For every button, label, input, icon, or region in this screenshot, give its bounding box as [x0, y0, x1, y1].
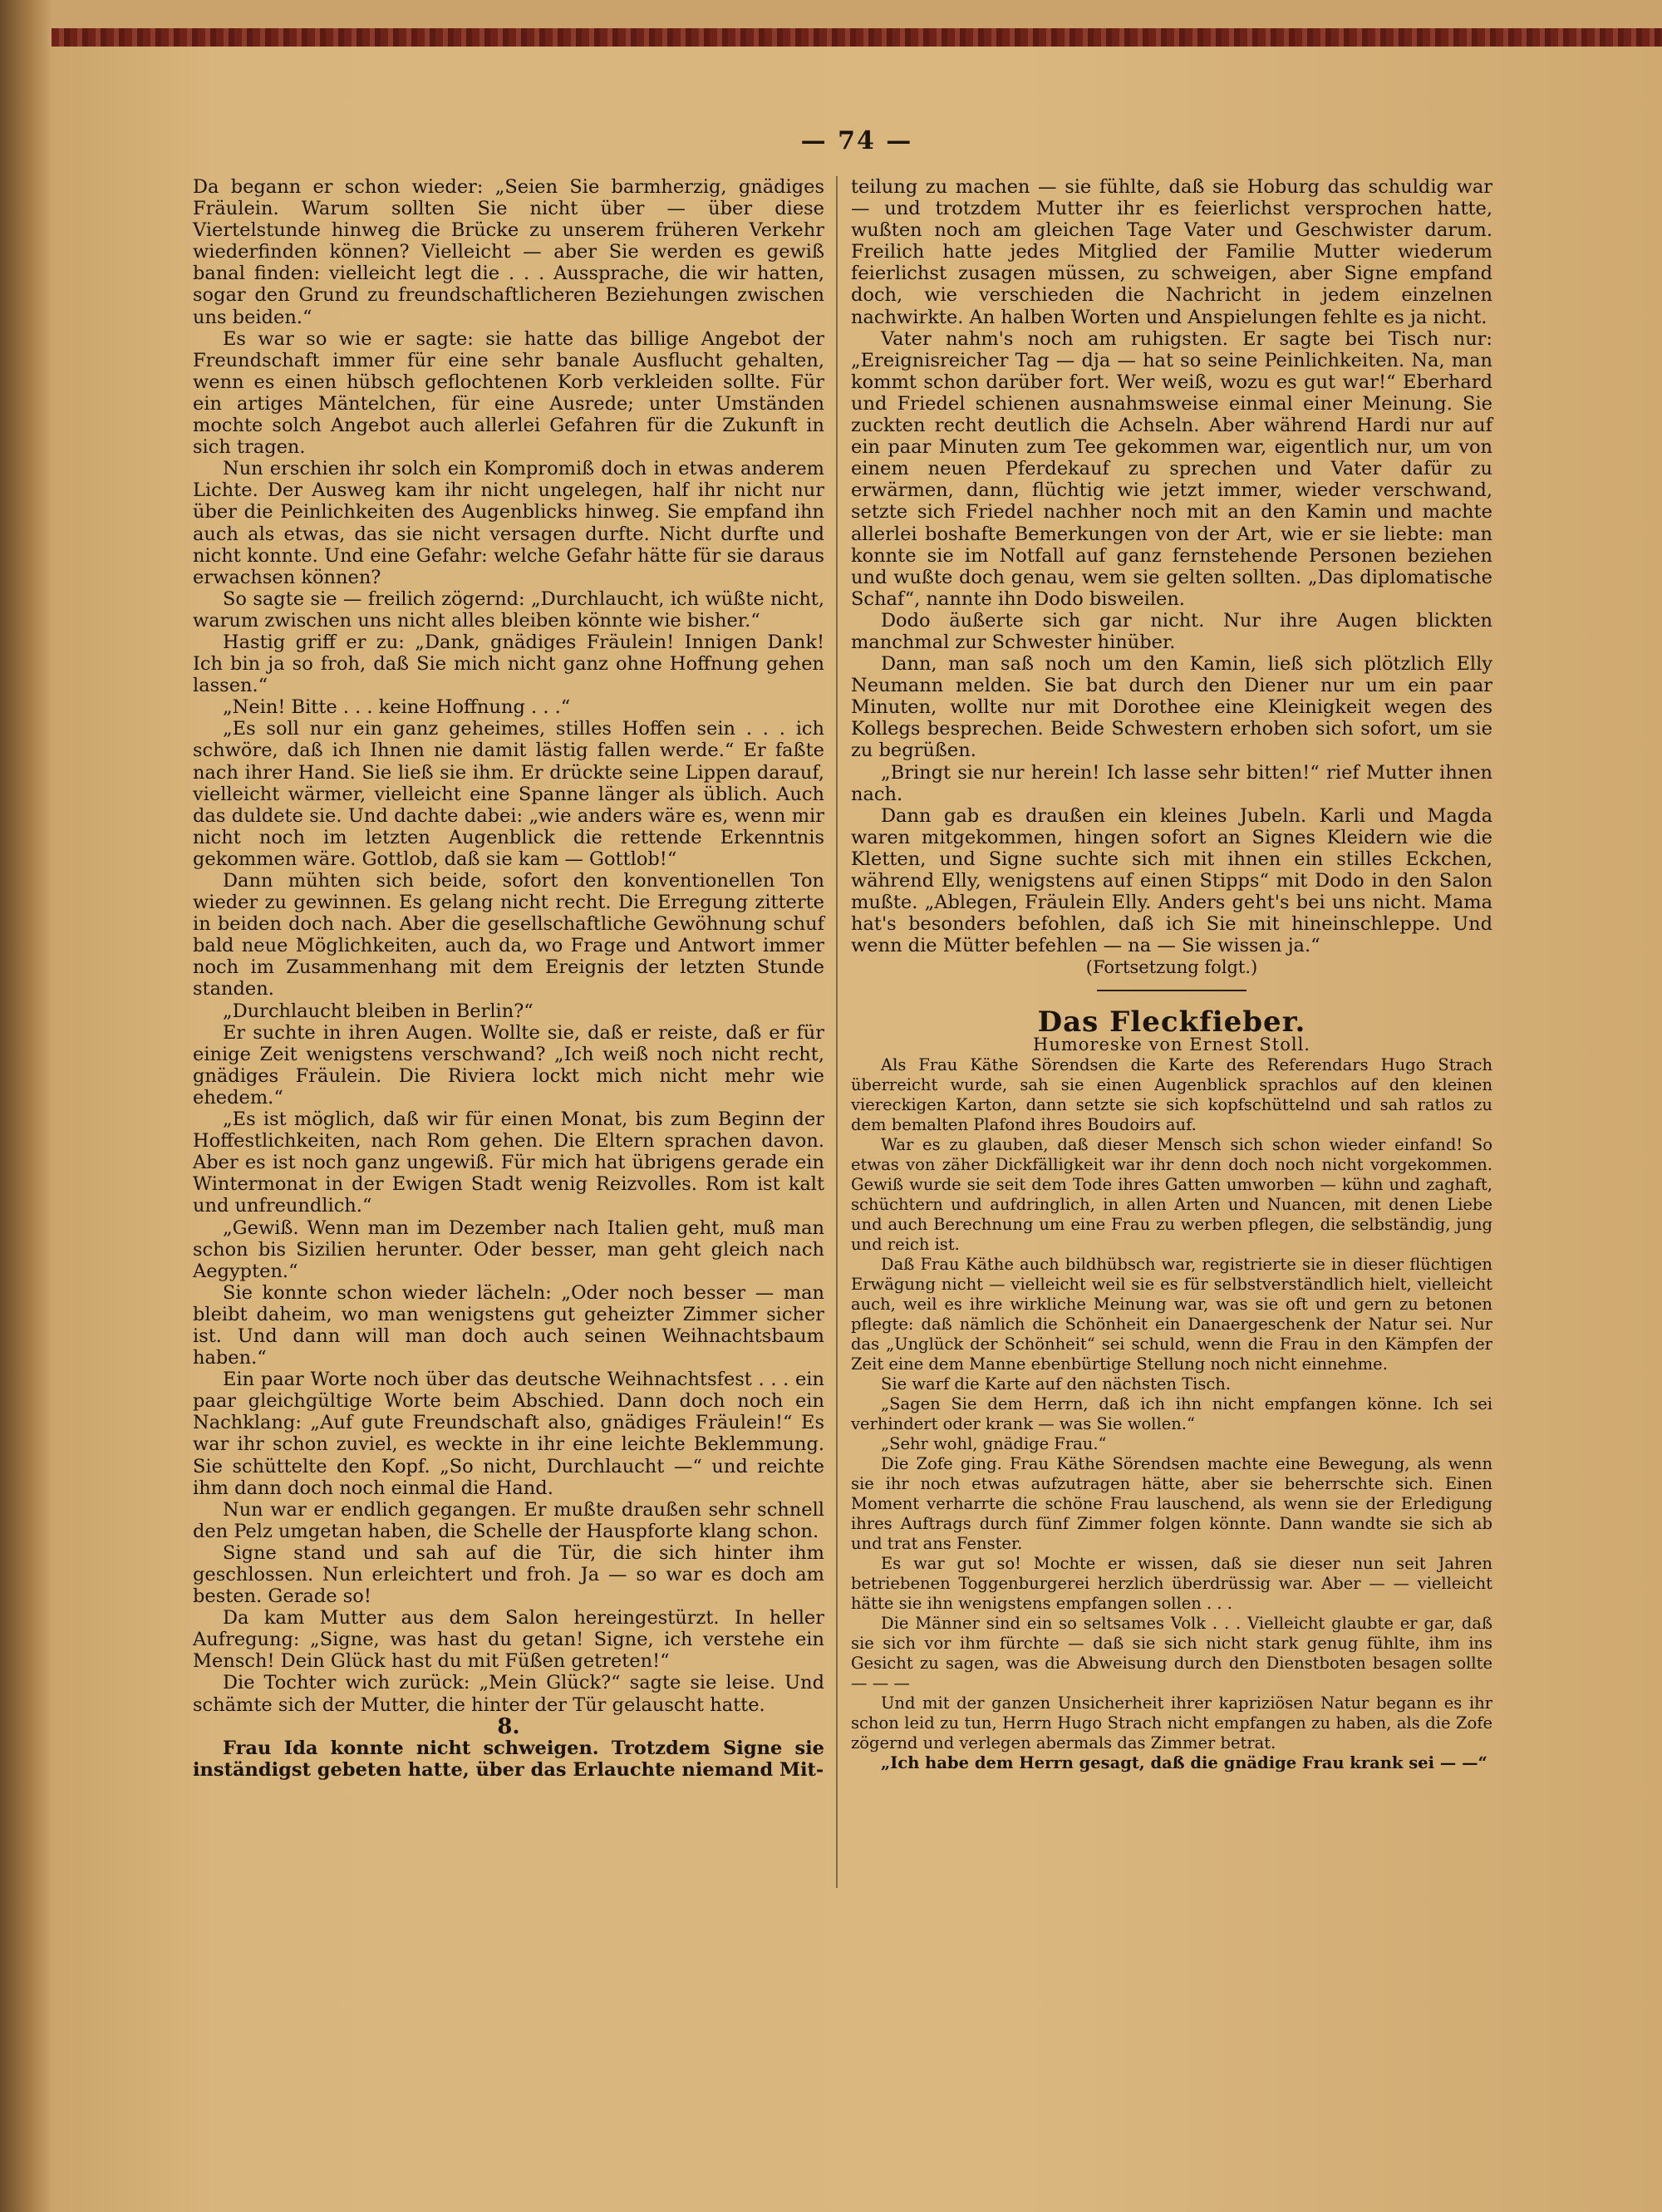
book-spine — [0, 0, 52, 2212]
chapter-number: 8. — [497, 1713, 520, 1739]
paragraph: Frau Ida konnte nicht schweigen. Trotzdem Signe sie inständigst gebeten hatte, über das Erlauchte niemand Mit- — [193, 1737, 824, 1781]
paragraph: Dann mühten sich beide, sofort den konventionellen Ton wieder zu gewinnen. Es gelang nicht recht. Die Erregung zitterte in beiden doch nach. Aber die gesellschaftliche Gewöhnung schuf bald neue Möglichkeiten, auch da, wo Frage und Antwort immer noch im Zusammenhang mit dem Ereignis der letzten Stunde standen. — [193, 870, 824, 1000]
paragraph: Dodo äußerte sich gar nicht. Nur ihre Augen blickten manchmal zur Schwester hinüber. — [851, 609, 1492, 653]
paragraph: Signe stand und sah auf die Tür, die sich hinter ihm geschlossen. Nun erleichtert und froh. Ja — so war es doch am besten. Gerade so! — [193, 1541, 824, 1608]
story-byline: Humoreske von Ernest Stoll. — [1033, 1034, 1310, 1054]
page-number: — 74 — — [800, 126, 913, 155]
left-column — [193, 176, 824, 1781]
paragraph: „Sagen Sie dem Herrn, daß ich ihn nicht empfangen könne. Ich sei verhindert oder krank — was Sie wollen.“ — [851, 1394, 1492, 1433]
paragraph: Und mit der ganzen Unsicherheit ihrer kapriziösen Natur begann es ihr schon leid zu tun, Herrn Hugo Strach nicht empfangen zu haben, als die Zofe zögernd und verlegen abermals das Zimmer betrat. — [851, 1693, 1492, 1752]
paragraph: „Nein! Bitte . . . keine Hoffnung . . .“ — [223, 696, 571, 719]
story-title: Das Fleckfieber. — [1037, 1005, 1306, 1040]
paragraph: „Durchlaucht bleiben in Berlin?“ — [223, 1000, 534, 1022]
page-top-band — [52, 28, 1662, 47]
paragraph: Dann, man saß noch um den Kamin, ließ sich plötzlich Elly Neumann melden. Sie bat durch den Diener nur um ein paar Minuten, wollte nur mit Dorothee eine Kleinigkeit wegen des Kollegs besprechen. Beide Schwestern erhoben sich sofort, um sie zu begrüßen. — [851, 653, 1492, 762]
paragraph: Die Männer sind ein so seltsames Volk . . . Vielleicht glaubte er gar, daß sie sich vor ihm fürchte — daß sie sich nicht stark genug fühlte, ihm ins Gesicht zu sagen, was die Abweisung durch den Dienstboten besagen sollte — — — — [851, 1613, 1492, 1693]
paragraph: Sie konnte schon wieder lächeln: „Oder noch besser — man bleibt daheim, wo man wenigstens gut geheizter Zimmer sicher ist. Und dann will man doch auch seinen Weihnachtsbaum haben.“ — [193, 1281, 824, 1369]
paragraph: „Bringt sie nur herein! Ich lasse sehr bitten!“ rief Mutter ihnen nach. — [851, 761, 1492, 805]
right-column — [851, 176, 1492, 1773]
paragraph: „Es ist möglich, daß wir für einen Monat, bis zum Beginn der Hoffestlichkeiten, nach Rom gehen. Die Eltern sprachen davon. Aber es ist noch ganz ungewiß. Für mich hat übrigens gerade ein Wintermonat in der Ewigen Stadt wenig Reizvolles. Rom ist kalt und unfreundlich.“ — [193, 1108, 824, 1217]
paragraph: Es war so wie er sagte: sie hatte das billige Angebot der Freundschaft immer für eine sehr banale Ausflucht gehalten, wenn es einen hübsch geflochtenen Korb verkleiden sollte. Für ein artiges Mäntelchen, für eine Ausrede; unter Umständen mochte solch Angebot auch allerlei Gefahren für die Zukunft in sich tragen. — [193, 327, 824, 459]
continuation-note: (Fortsetzung folgt.) — [1085, 957, 1258, 978]
paragraph: War es zu glauben, daß dieser Mensch sich schon wieder einfand! So etwas von zäher Dickfälligkeit war ihr denn doch noch nicht vorgekommen. Gewiß wurde sie seit dem Tode ihres Gatten umworben — kühn und zaghaft, schüchtern und aufdringlich, in allen Arten und Nuancen, mit denen Liebe und auch Berechnung um eine Frau zu werben pflegen, die selbständig, jung und reich ist. — [851, 1134, 1492, 1254]
section-divider — [1097, 990, 1246, 991]
column-rule — [836, 176, 838, 1888]
paragraph: Nun war er endlich gegangen. Er mußte draußen sehr schnell den Pelz umgetan haben, die Schelle der Hauspforte klang schon. — [193, 1498, 824, 1542]
paragraph: „Gewiß. Wenn man im Dezember nach Italien geht, muß man schon bis Sizilien herunter. Oder besser, man geht gleich nach Aegypten.“ — [193, 1217, 824, 1282]
paragraph: „Es soll nur ein ganz geheimes, stilles Hoffen sein . . . ich schwöre, daß ich Ihnen nie damit lästig fallen werde.“ Er faßte nach ihrer Hand. Sie ließ sie ihm. Er drückte seine Lippen darauf, vielleicht wärmer, vielleicht eine Spanne länger als üblich. Auch das duldete sie. Und dachte dabei: „wie anders wäre es, wenn mir nicht noch im letzten Augenblick die rettende Erkenntnis gekommen wäre. Gottlob, daß sie kam — Gottlob!“ — [193, 718, 824, 870]
paragraph: Sie warf die Karte auf den nächsten Tisch. — [881, 1374, 1232, 1394]
paragraph: Er suchte in ihren Augen. Wollte sie, daß er reiste, daß er für einige Zeit wenigstens verschwand? „Ich weiß noch nicht recht, gnädiges Fräulein. Die Riviera lockt mich nicht mehr wie ehedem.“ — [193, 1021, 824, 1108]
paragraph: Vater nahm's noch am ruhigsten. Er sagte bei Tisch nur: „Ereignisreicher Tag — dja — hat so seine Peinlichkeiten. Na, man kommt schon darüber fort. Wer weiß, wozu es gut war!“ Eberhard und Friedel schienen ausnahmsweise einmal einer Meinung. Sie zuckten recht deutlich die Achseln. Aber während Hardi nur auf ein paar Minuten zum Tee gekommen war, eigentlich nur, um von einem neuen Pferdekauf zu sprechen und Vater dafür zu erwärmen, dann, flüchtig wie jetzt immer, wieder verschwand, setzte sich Friedel nachher noch mit an den Kamin und machte allerlei boshafte Bemerkungen von der Art, wie er sie liebte: man konnte sie im Notfall auf ganz fernstehende Personen beziehen und wußte doch genau, wem sie gelten sollten. „Das diplomatische Schaf“, nannte ihn Dodo bisweilen. — [851, 327, 1492, 610]
paragraph: Dann gab es draußen ein kleines Jubeln. Karli und Magda waren mitgekommen, hingen sofort an Signes Kleidern wie die Kletten, und Signe suchte sich mit ihnen ein stilles Eckchen, während Elly, wenigstens auf einen Stipps“ mit Dodo in den Salon mußte. „Ablegen, Fräulein Elly. Anders geht's bei uns nicht. Mama hat's besonders befohlen, daß ich Sie mit hineinschleppe. Und wenn die Mütter befehlen — na — Sie wissen ja.“ — [851, 804, 1492, 957]
paragraph: „Ich habe dem Herrn gesagt, daß die gnädige Frau krank sei — —“ — [881, 1752, 1487, 1772]
paragraph: Als Frau Käthe Sörendsen die Karte des Referendars Hugo Strach überreicht wurde, sah sie einen Augenblick sprachlos auf den kleinen viereckigen Karton, dann setzte sie sich kopfschüttelnd und sah ratlos zu dem bemalten Plafond ihres Boudoirs auf. — [851, 1054, 1492, 1134]
paragraph: „Sehr wohl, gnädige Frau.“ — [881, 1433, 1107, 1453]
paragraph: Die Zofe ging. Frau Käthe Sörendsen machte eine Bewegung, als wenn sie ihr noch etwas aufzutragen hätte, aber sie beherrschte sich. Einen Moment verharrte die schöne Frau lauschend, als wenn sie der Erledigung ihres Auftrags durch fünf Zimmer folgen könnte. Dann wandte sie sich ab und trat ans Fenster. — [851, 1453, 1492, 1553]
paragraph: Hastig griff er zu: „Dank, gnädiges Fräulein! Innigen Dank! Ich bin ja so froh, daß Sie mich nicht ganz ohne Hoffnung gehen lassen.“ — [193, 631, 824, 697]
paragraph: Da begann er schon wieder: „Seien Sie barmherzig, gnädiges Fräulein. Warum sollten Sie nicht über — über diese Viertelstunde hinweg die Brücke zu unserem früheren Verkehr wiederfinden können? Vielleicht — aber Sie werden es gewiß banal finden: vielleicht legt die . . . Aussprache, die wir hatten, sogar den Grund zu freundschaftlicheren Beziehungen zwischen uns beiden.“ — [193, 176, 824, 328]
paragraph: Daß Frau Käthe auch bildhübsch war, registrierte sie in dieser flüchtigen Erwägung nicht — vielleicht weil sie es für selbstverständlich hielt, vielleicht auch, weil es ihre wirkliche Meinung war, was sie oft und gern zu betonen pflegte: daß nämlich die Schönheit ein Danaergeschenk der Natur sei. Nur das „Unglück der Schönheit“ sei schuld, wenn die Frau in den Kämpfen der Zeit eine dem Manne ebenbürtige Stellung noch nicht einnehme. — [851, 1254, 1492, 1374]
paragraph: Die Tochter wich zurück: „Mein Glück?“ sagte sie leise. Und schämte sich der Mutter, die hinter der Tür gelauscht hatte. — [193, 1672, 824, 1716]
paragraph: Es war gut so! Mochte er wissen, daß sie dieser nun seit Jahren betriebenen Toggenburgerei herzlich überdrüssig war. Aber — — vielleicht hätte sie ihn wenigstens empfangen sollen . . . — [851, 1553, 1492, 1613]
paragraph: Da kam Mutter aus dem Salon hereingestürzt. In heller Aufregung: „Signe, was hast du getan! Signe, ich verstehe ein Mensch! Dein Glück hast du mit Füßen getreten!“ — [193, 1607, 824, 1673]
paragraph: teilung zu machen — sie fühlte, daß sie Hoburg das schuldig war — und trotzdem Mutter ihr es feierlichst versprochen hatte, wußten noch am gleichen Tage Vater und Geschwister darum. Freilich hatte jedes Mitglied der Familie Mutter wiederum feierlichst zusagen müssen, zu schweigen, aber Signe empfand doch, wie verschieden die Nachricht in jedem einzelnen nachwirkte. An halben Worten und Anspielungen fehlte es ja nicht. — [851, 176, 1492, 328]
paragraph: So sagte sie — freilich zögernd: „Durchlaucht, ich wüßte nicht, warum zwischen uns nicht alles bleiben könnte wie bisher.“ — [193, 587, 824, 632]
paragraph: Nun erschien ihr solch ein Kompromiß doch in etwas anderem Lichte. Der Ausweg kam ihr nicht ungelegen, half ihr nicht nur über die Peinlichkeiten des Augenblicks hinweg. Sie empfand ihn auch als etwas, das sie nicht versagen durfte. Nicht durfte und nicht konnte. Und eine Gefahr: welche Gefahr hätte für sie daraus erwachsen können? — [193, 458, 824, 588]
paragraph: Ein paar Worte noch über das deutsche Weihnachtsfest . . . ein paar gleichgültige Worte beim Abschied. Dann doch noch ein Nachklang: „Auf gute Freundschaft also, gnädiges Fräulein!“ Es war ihr schon zuviel, es weckte in ihr eine leichte Beklemmung. Sie schüttelte den Kopf. „So nicht, Durchlaucht —“ und reichte ihm dann doch noch einmal die Hand. — [193, 1369, 824, 1499]
story-body — [851, 1055, 1492, 1773]
